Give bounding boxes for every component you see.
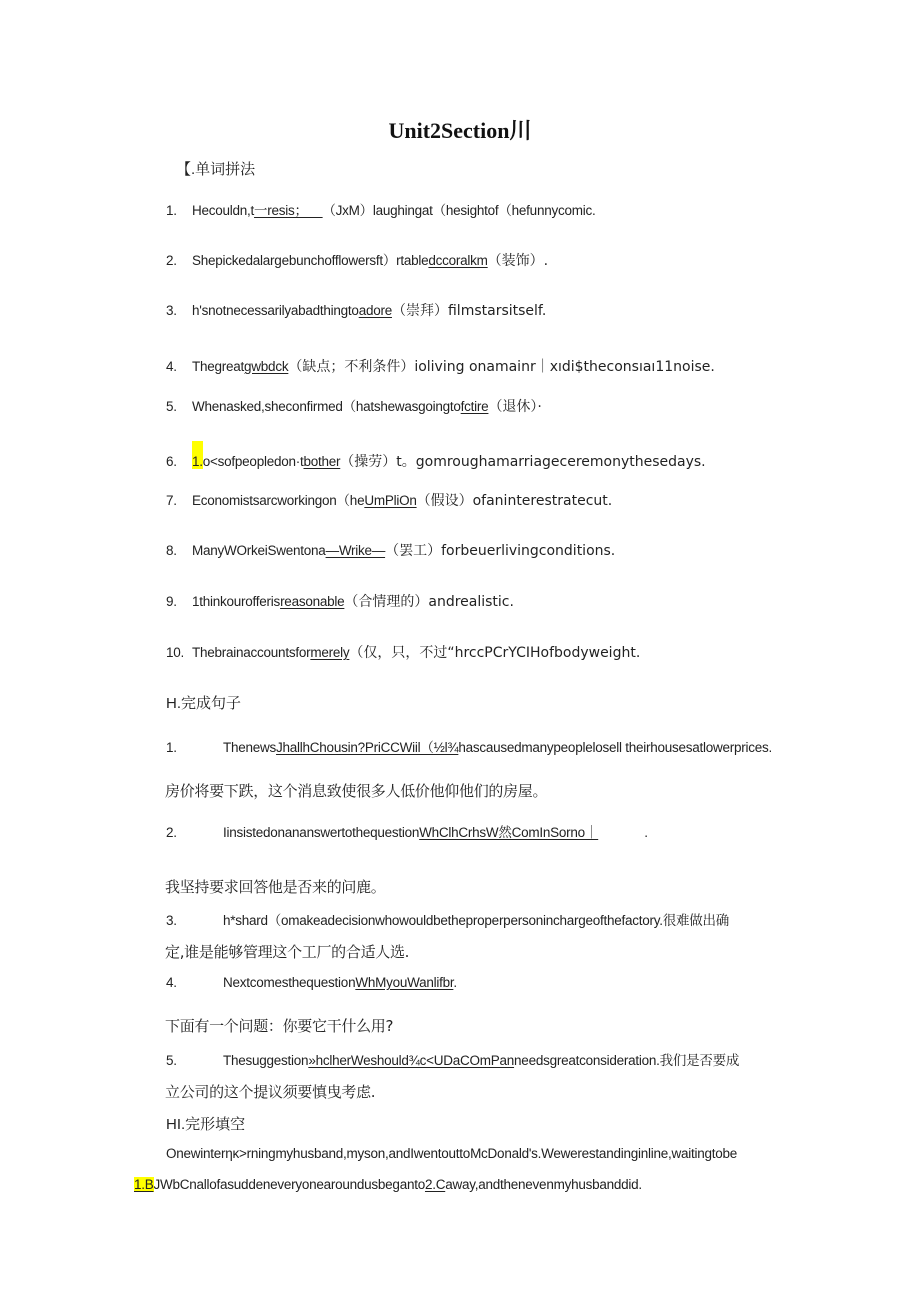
translation-2: 我坚持要求回答他是否来的问鹿。 xyxy=(165,878,386,896)
answer-blank: —Wrike— xyxy=(325,543,386,558)
answer-blank: bother xyxy=(303,454,341,469)
answer-blank: 一resis；__ xyxy=(254,203,323,218)
translation-1: 房价将要下跌，这个消息致使很多人低价他仰他们的房屋。 xyxy=(165,782,548,800)
section-heading-sentences: H.完成句子 xyxy=(166,695,242,712)
answer-blank: »hclherWeshould¾c<UDaCOmPan xyxy=(308,1053,515,1068)
vocab-item-8: 8. ManyWOrkeiSwentona—Wrike—（罢工）forbeuerlivingconditions. xyxy=(166,543,616,559)
vocab-item-2: 2. Shepickedalargebunchofflowersft）rtabledccoralkm（装饰）. xyxy=(166,253,549,269)
vocab-item-3: 3. h'snotnecessarilyabadthingtoadore（崇拜）filmstarsitself. xyxy=(166,303,547,319)
cloze-line-1: Onewinterηκ>rningmyhusband,myson,andIwentouttoMcDonald's.Wewerestandinginline,waitingtobe xyxy=(166,1146,738,1161)
vocab-item-1: 1. Hecouldn,t一resis；__（JxM）laughingat（hesightof（hefunnycomic. xyxy=(166,203,596,218)
vocab-item-10: 10. Thebrainaccountsformerely（仅，只，不过“hrccPCrYCIHofbodyweight. xyxy=(166,645,641,661)
vocab-item-9: 9. 1thinkourofferisreasonable（合情理的）andrealistic. xyxy=(166,594,514,610)
sentence-item-3: 3. h*shard（omakeadecisionwhowouldbetheproperpersoninchargeofthefactory.很难做出确 xyxy=(166,913,730,928)
translation-5: 立公司的这个提议须要慎曳考虑. xyxy=(165,1083,376,1101)
sentence-item-1: 1. ThenewsJhallhChousin?PriCCWiil（½l¾hascausedmanypeoplelosell theirhousesatlowerprices. xyxy=(166,740,773,755)
section-heading-cloze: HI.完形填空 xyxy=(166,1116,246,1133)
sentence-item-2: 2. IinsistedonananswertothequestionWhClhCrhsW然ComInSorno｜ . xyxy=(166,825,648,840)
translation-4: 下面有一个问题：你要它干什么用? xyxy=(165,1017,394,1035)
vocab-item-5: 5. Whenasked,sheconfirmed（hatshewasgoingtofctire（退休）· xyxy=(166,399,542,415)
section-heading-spelling: 【.单词拼法 xyxy=(176,161,256,178)
translation-3: 定,谁是能够管理这个工厂的合适人选. xyxy=(165,943,410,961)
answer-blank: JhallhChousin?PriCCWiil（½l¾ xyxy=(276,740,459,755)
vocab-item-4: 4. Thegreatgwbdck（缺点；不利条件）ioliving onamainr｜xıdi$theconsıaı11noise. xyxy=(166,359,715,375)
answer-blank: UmPliOn xyxy=(364,493,417,508)
vocab-item-6: 6. 1.o<sofpeopledon·tbother（操劳）t。gomroughamarriageceremonythesedays. xyxy=(166,454,706,470)
answer-blank: dccoralkm xyxy=(428,253,488,268)
answer-blank: merely xyxy=(310,645,350,660)
answer-blank: fctire xyxy=(460,399,489,414)
answer-blank: reasonable xyxy=(280,594,345,609)
answer-blank: WhMyouWanlifbr xyxy=(355,975,454,990)
cloze-line-2: 1.BJWbCnallofasuddeneveryonearoundusbeganto2.Caway,andthenevenmyhusbanddid. xyxy=(134,1177,642,1192)
sentence-item-4: 4. NextcomesthequestionWhMyouWanlifbr. xyxy=(166,975,457,990)
page-title: Unit2Section川 xyxy=(388,118,532,143)
sentence-item-5: 5. Thesuggestion»hclherWeshould¾c<UDaCOmPanneedsgreatconsideration.我们是否要成 xyxy=(166,1053,740,1068)
cloze-answer-2: 2.C xyxy=(424,1177,446,1192)
vocab-item-7: 7. Economistsarcworkingon（heUmPliOn（假设）ofaninterestratecut. xyxy=(166,493,613,509)
answer-blank: gwbdck xyxy=(244,359,289,374)
answer-blank: WhClhCrhsW然ComInSorno｜ xyxy=(419,825,599,840)
cloze-answer-1: 1.B xyxy=(134,1177,154,1192)
answer-blank: adore xyxy=(358,303,392,318)
